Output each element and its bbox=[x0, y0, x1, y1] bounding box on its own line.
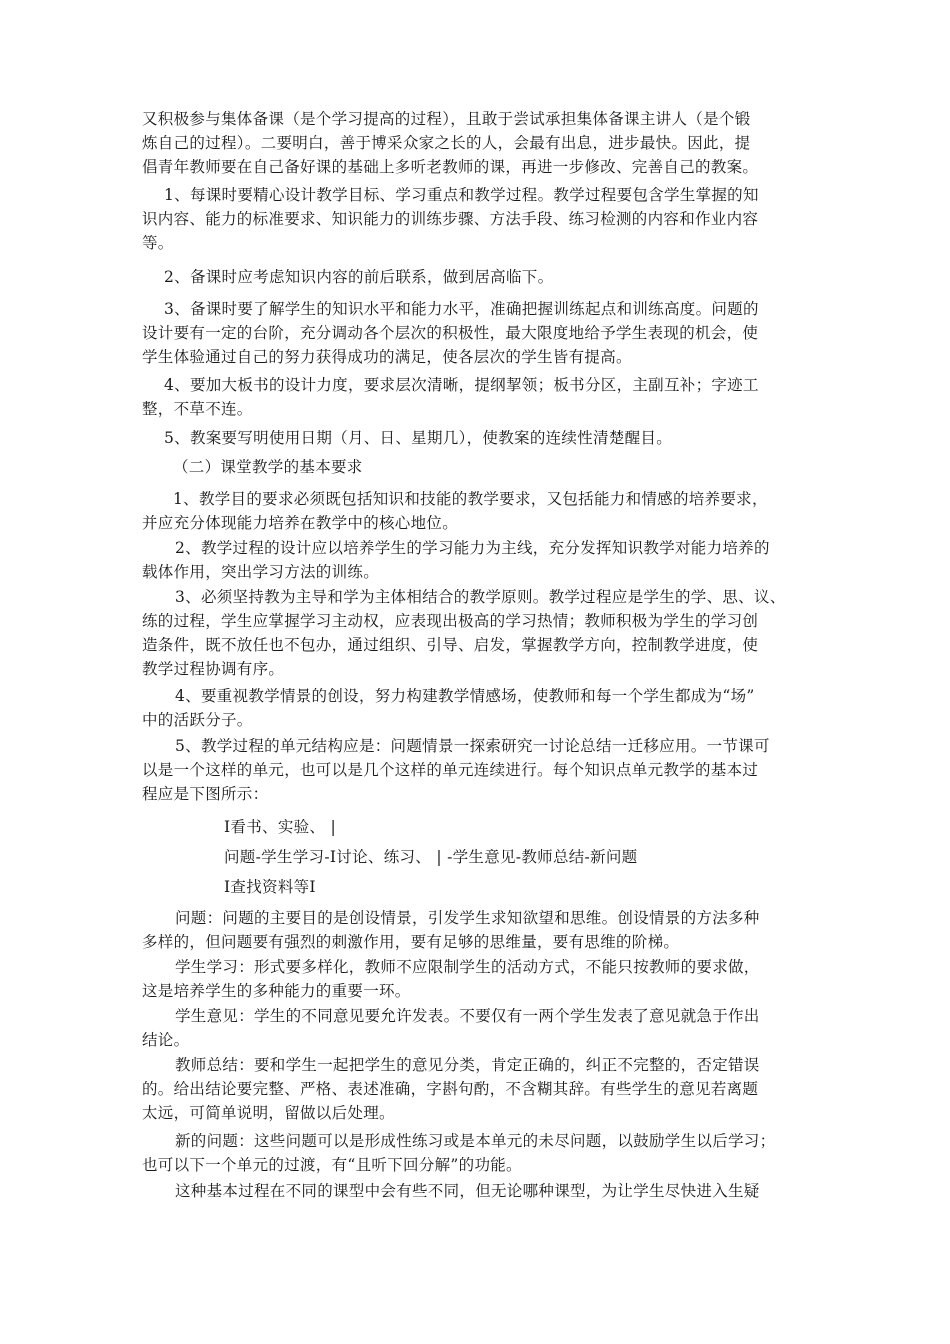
text-line: 新的问题：这些问题可以是形成性练习或是本单元的未尽问题，以鼓励学生以后学习； bbox=[175, 1132, 776, 1150]
flow-diagram-line-2: 问题-学生学习-I讨论、练习、 | -学生意见-教师总结-新问题 bbox=[224, 848, 638, 866]
text-line: 程应是下图所示： bbox=[142, 785, 269, 803]
paragraph-step-problem bbox=[142, 906, 822, 954]
text-line: 结论。 bbox=[142, 1031, 190, 1049]
text-line: 这是培养学生的多种能力的重要一环。 bbox=[142, 982, 411, 1000]
paragraph-collective-lesson-prep bbox=[142, 107, 822, 179]
text-line: 倡青年教师要在自己备好课的基础上多听老教师的课，再进一步修改、完善自己的教案。 bbox=[142, 158, 759, 176]
paragraph-prep-item-2 bbox=[142, 265, 822, 289]
text-line: 5、教案要写明使用日期（月、日、星期几），使教案的连续性清楚醒目。 bbox=[164, 429, 673, 447]
text-line: 问题：问题的主要目的是创设情景，引发学生求知欲望和思维。创设情景的方法多种 bbox=[175, 909, 760, 927]
text-line: 以是一个这样的单元，也可以是几个这样的单元连续进行。每个知识点单元教学的基本过 bbox=[142, 761, 759, 779]
paragraph-closing bbox=[142, 1179, 822, 1203]
text-line: 整，不草不连。 bbox=[142, 400, 253, 418]
paragraph-prep-item-5 bbox=[142, 426, 822, 450]
text-line: 教学过程协调有序。 bbox=[142, 660, 285, 678]
text-line: 中的活跃分子。 bbox=[142, 711, 253, 729]
paragraph-class-item-4 bbox=[142, 684, 822, 732]
text-line: 等。 bbox=[142, 234, 174, 252]
paragraph-step-new-problem bbox=[142, 1129, 822, 1177]
paragraph-class-item-5 bbox=[142, 734, 822, 806]
text-line: 3、必须坚持教为主导和学为主体相结合的教学原则。教学过程应是学生的学、思、议、 bbox=[175, 588, 786, 606]
text-line: 识内容、能力的标准要求、知识能力的训练步骤、方法手段、练习检测的内容和作业内容 bbox=[142, 210, 759, 228]
text-line: 学生体验通过自己的努力获得成功的满足，使各层次的学生皆有提高。 bbox=[142, 348, 632, 366]
text-line: 又积极参与集体备课（是个学习提高的过程），且敢于尝试承担集体备课主讲人（是个锻 bbox=[142, 110, 751, 128]
text-line: 载体作用，突出学习方法的训练。 bbox=[142, 563, 380, 581]
paragraph-step-teacher-summary bbox=[142, 1053, 822, 1125]
text-line: 炼自己的过程）。二要明白，善于博采众家之长的人，会最有出息，进步最快。因此，提 bbox=[142, 134, 751, 152]
text-line: 3、备课时要了解学生的知识水平和能力水平，准确把握训练起点和训练高度。问题的 bbox=[164, 300, 759, 318]
paragraph-prep-item-3 bbox=[142, 297, 822, 369]
section-heading: （二）课堂教学的基本要求 bbox=[173, 458, 363, 476]
text-line: 学生意见：学生的不同意见要允许发表。不要仅有一两个学生发表了意见就急于作出 bbox=[175, 1007, 760, 1025]
text-line: 造条件，既不放任也不包办，通过组织、引导、启发，掌握教学方向，控制教学进度，使 bbox=[142, 636, 759, 654]
paragraph-prep-item-1 bbox=[142, 183, 822, 255]
text-line: 并应充分体现能力培养在教学中的核心地位。 bbox=[142, 514, 459, 532]
text-line: 这种基本过程在不同的课型中会有些不同，但无论哪种课型，为让学生尽快进入生疑 bbox=[175, 1182, 760, 1200]
text-line: 太远，可简单说明，留做以后处理。 bbox=[142, 1104, 395, 1122]
text-line: 1、每课时要精心设计教学目标、学习重点和教学过程。教学过程要包含学生掌握的知 bbox=[164, 186, 759, 204]
text-line: 设计要有一定的台阶，充分调动各个层次的积极性，最大限度地给予学生表现的机会，使 bbox=[142, 324, 759, 342]
paragraph-prep-item-4 bbox=[142, 373, 822, 421]
text-line: 教师总结：要和学生一起把学生的意见分类，肯定正确的，纠正不完整的，否定错误 bbox=[175, 1056, 760, 1074]
flow-diagram-line-3: I查找资料等I bbox=[224, 878, 316, 896]
text-line: 4、要加大板书的设计力度，要求层次清晰，提纲挈领；板书分区，主副互补；字迹工 bbox=[164, 376, 759, 394]
text-line: 4、要重视教学情景的创设，努力构建教学情感场，使教师和每一个学生都成为“场” bbox=[175, 687, 755, 705]
paragraph-class-item-2 bbox=[142, 536, 822, 584]
paragraph-class-item-1 bbox=[142, 487, 822, 535]
text-line: 2、教学过程的设计应以培养学生的学习能力为主线，充分发挥知识教学对能力培养的 bbox=[175, 539, 770, 557]
paragraph-class-item-3 bbox=[142, 585, 822, 681]
paragraph-step-student-learning bbox=[142, 955, 822, 1003]
text-line: 1、教学目的要求必须既包括知识和技能的教学要求，又包括能力和情感的培养要求， bbox=[173, 490, 768, 508]
text-line: 学生学习：形式要多样化，教师不应限制学生的活动方式，不能只按教师的要求做， bbox=[175, 958, 760, 976]
text-line: 也可以下一个单元的过渡，有“且听下回分解”的功能。 bbox=[142, 1156, 522, 1174]
text-line: 多样的，但问题要有强烈的刺激作用，要有足够的思维量，要有思维的阶梯。 bbox=[142, 933, 680, 951]
flow-diagram-line-1: I看书、实验、 | bbox=[224, 818, 336, 836]
text-line: 练的过程，学生应掌握学习主动权，应表现出极高的学习热情；教师积极为学生的学习创 bbox=[142, 612, 759, 630]
text-line: 的。给出结论要完整、严格、表述准确，字斟句酌，不含糊其辞。有些学生的意见若离题 bbox=[142, 1080, 759, 1098]
text-line: 2、备课时应考虑知识内容的前后联系，做到居高临下。 bbox=[164, 268, 554, 286]
text-line: 5、教学过程的单元结构应是：问题情景一探索研究一讨论总结一迁移应用。一节课可 bbox=[175, 737, 770, 755]
paragraph-step-student-opinion bbox=[142, 1004, 822, 1052]
